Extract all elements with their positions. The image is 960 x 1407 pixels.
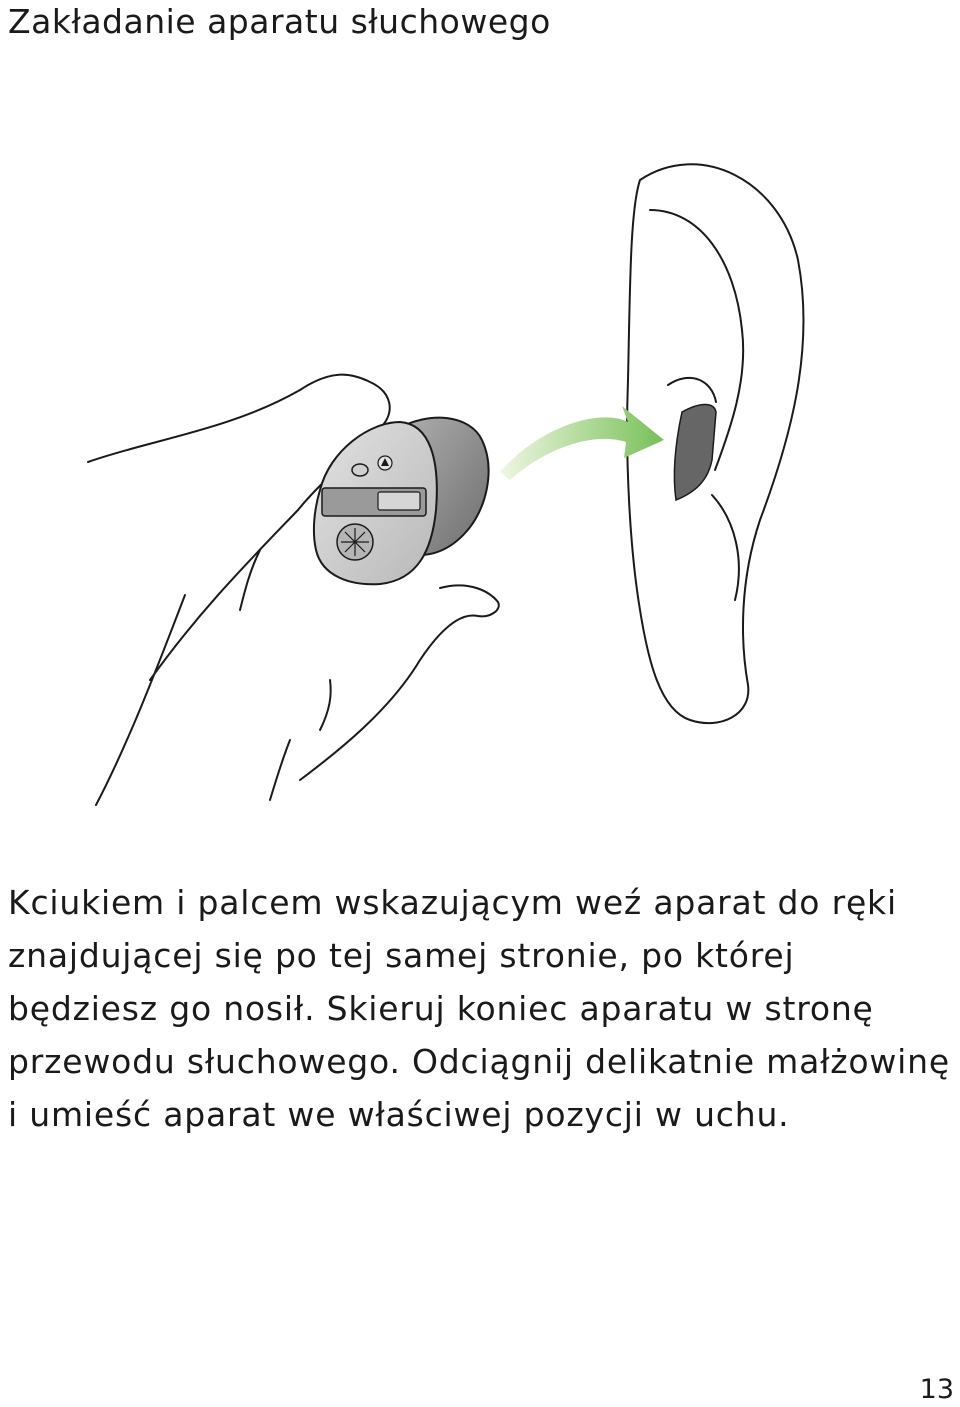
ear-canal bbox=[674, 405, 716, 501]
battery-door-tab bbox=[378, 492, 420, 510]
hearing-aid-insertion-illustration bbox=[0, 140, 960, 820]
instruction-paragraph: Kciukiem i palcem wskazującym weź aparat do ręki znajdującej się po tej samej stronie, po której będziesz go nosił. Skieruj koniec aparatu w stronę przewodu słuchowego. Odciągnij delikatnie małżowinę i umieść aparat we właściwej pozycji w uchu. bbox=[8, 883, 950, 1134]
page-number: 13 bbox=[919, 1374, 954, 1405]
insertion-arrow bbox=[500, 406, 664, 480]
wrist-line-right bbox=[270, 740, 290, 800]
page-title: Zakładanie aparatu słuchowego bbox=[8, 2, 551, 41]
ear-antihelix bbox=[668, 378, 716, 402]
push-button-icon bbox=[352, 464, 368, 476]
palm-edge bbox=[150, 510, 298, 680]
knuckle-crease bbox=[320, 680, 331, 730]
microphone-grille-lines bbox=[341, 528, 369, 556]
ear-lower-fold bbox=[712, 495, 739, 600]
hearing-aid bbox=[314, 418, 489, 585]
wrist-line-left bbox=[96, 595, 185, 805]
